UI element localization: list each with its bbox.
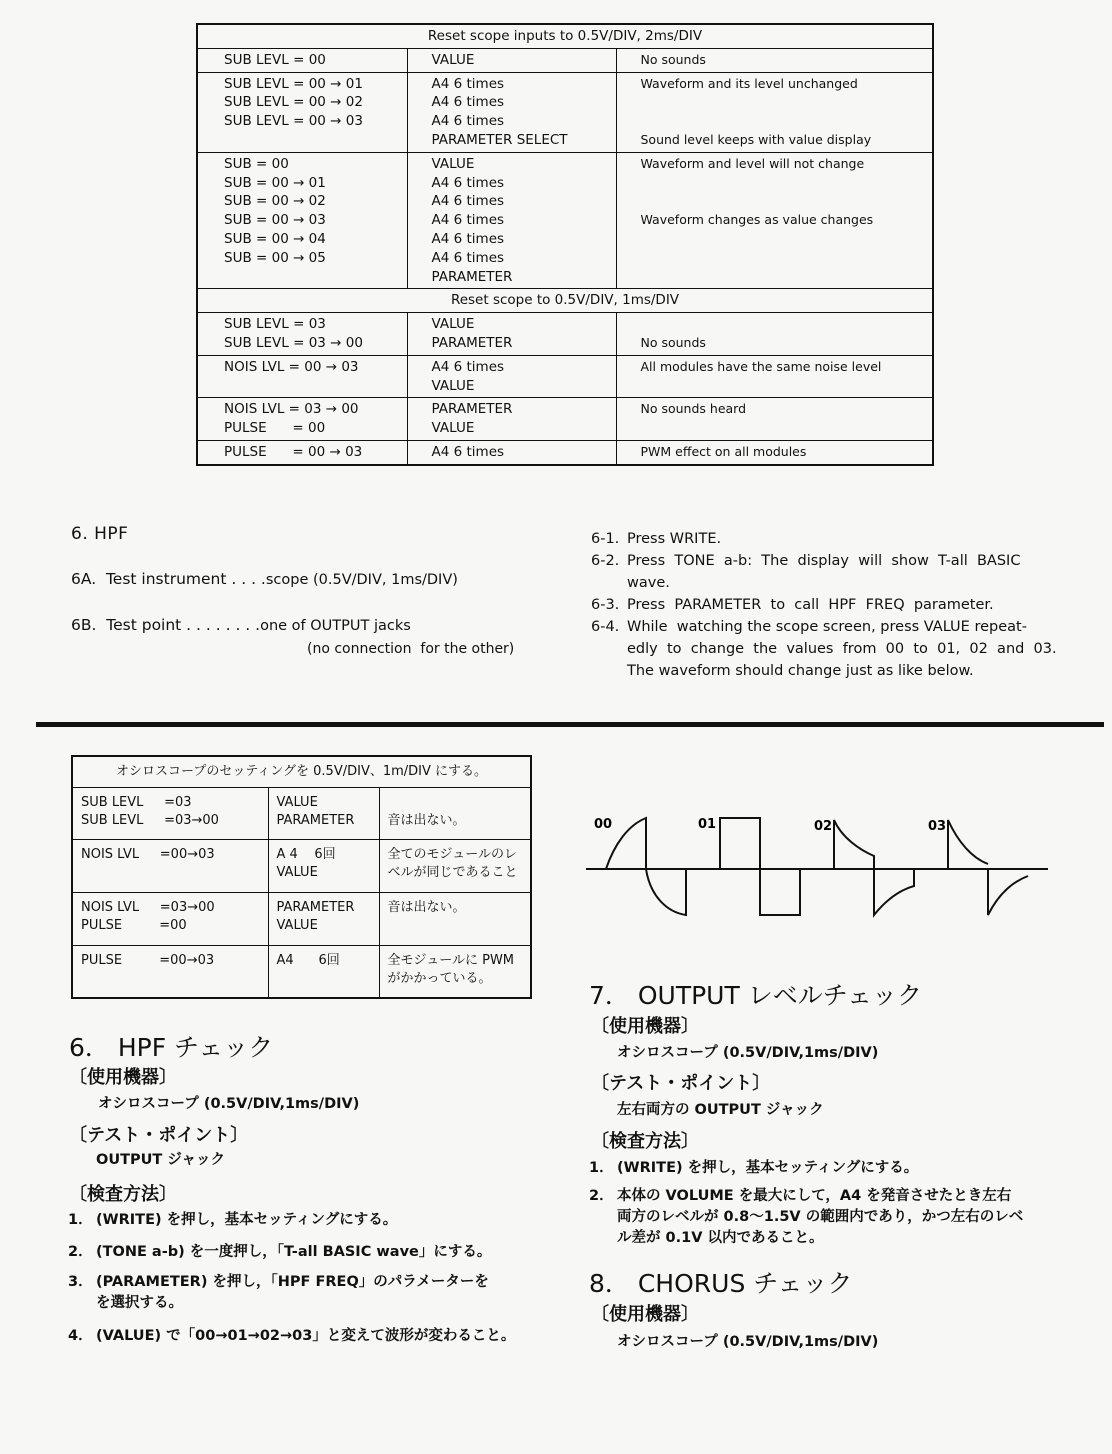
method-heading: 〔検査方法〕 (591, 1131, 699, 1152)
method-heading: 〔検査方法〕 (69, 1184, 177, 1205)
equipment-heading: 〔使用機器〕 (591, 1016, 699, 1037)
test-table-japanese (71, 755, 532, 999)
table-header: Reset scope to 0.5V/DIV, 1ms/DIV (197, 289, 933, 313)
test-point-label: 6B. Test point . . . . . . . . (71, 616, 261, 634)
table-row (197, 72, 933, 152)
table-row (197, 152, 933, 289)
table-row (72, 893, 531, 946)
cell-setting: PULSE = 00 → 03 (197, 440, 407, 464)
cell-result: 全モジュールに PWM がかかっている。 (379, 946, 531, 998)
cell-action: VALUE (407, 48, 616, 72)
step-item: 1． (WRITE) を押し，基本セッティングにする。 (589, 1160, 919, 1176)
step-item: 4． (VALUE) で「00→01→02→03」と変えて波形が変わること。 (68, 1328, 516, 1344)
cell-result: No sounds (616, 313, 933, 356)
cell-action: A 4 6回 VALUE (268, 840, 379, 893)
test-point-text: OUTPUT ジャック (96, 1152, 226, 1168)
table-row (197, 440, 933, 464)
test-point-note: (no connection for the other) (307, 641, 515, 657)
cell-setting: NOIS LVL =00→03 (72, 840, 268, 893)
waveform-label-01: 01 (698, 817, 717, 832)
equipment-text: オシロスコープ (0.5V/DIV,1ms/DIV) (617, 1334, 879, 1350)
test-point-value: one of OUTPUT jacks (260, 618, 411, 634)
cell-result: All modules have the same noise level (616, 355, 933, 398)
step-item: 6-2. Press TONE a-b: The display will show T-all BASIC wave. (591, 553, 1021, 591)
step-item: 2． 本体の VOLUME を最大にして，A4 を発音させたとき左右 両方のレベルが 0.8〜1.5V の範囲内であり，かつ左右のレベ ル差が 0.1V 以内であること。 (589, 1188, 1024, 1246)
table-row (72, 946, 531, 998)
cell-result: No sounds (616, 48, 933, 72)
test-point-heading: 〔テスト・ポイント〕 (69, 1125, 249, 1146)
step-item: 1． (WRITE) を押し，基本セッティングにする。 (68, 1212, 398, 1228)
waveform-00 (606, 818, 686, 915)
cell-action: A4 6 times VALUE (407, 355, 616, 398)
table-row (72, 788, 531, 840)
equipment-text: オシロスコープ (0.5V/DIV,1ms/DIV) (617, 1045, 879, 1061)
test-point-heading: 〔テスト・ポイント〕 (591, 1073, 771, 1094)
section-title-output-check: 7． OUTPUT レベルチェック (589, 981, 922, 1010)
waveform-label-02: 02 (814, 819, 833, 834)
step-item: 2． (TONE a-b) を一度押し，「T-all BASIC wave」にする。 (68, 1244, 492, 1260)
cell-result: 全てのモジュールのレ ベルが同じであること (379, 840, 531, 893)
section-title-chorus-check: 8． CHORUS チェック (589, 1269, 853, 1298)
waveform-02 (834, 820, 914, 915)
cell-result: 音は出ない。 (379, 788, 531, 840)
waveform-03 (948, 820, 1028, 915)
cell-action: VALUE PARAMETER (407, 313, 616, 356)
cell-setting: SUB = 00 SUB = 00 → 01 SUB = 00 → 02 SUB = 00 → 03 SUB = 00 → 04 SUB = 00 → 05 (197, 152, 407, 289)
cell-action: A4 6回 (268, 946, 379, 998)
cell-action: A4 6 times A4 6 times A4 6 times PARAMETER SELECT (407, 72, 616, 152)
hpf-steps-english (591, 528, 1061, 682)
table-header: オシロスコープのセッティングを 0.5V/DIV、1m/DIV にする。 (72, 756, 531, 788)
cell-setting: SUB LEVL = 03 SUB LEVL = 03 → 00 (197, 313, 407, 356)
test-point-row (71, 616, 411, 634)
cell-action: PARAMETER VALUE (407, 398, 616, 441)
cell-action: A4 6 times (407, 440, 616, 464)
table-row (197, 355, 933, 398)
equipment-heading: 〔使用機器〕 (69, 1067, 177, 1088)
step-item: 3． (PARAMETER) を押し，「HPF FREQ」のパラメーターを を選択する。 (68, 1274, 489, 1311)
cell-action: PARAMETER VALUE (268, 893, 379, 946)
cell-setting: SUB LEVL = 00 (197, 48, 407, 72)
waveform-01 (720, 818, 800, 915)
cell-action: VALUE A4 6 times A4 6 times A4 6 times A4 6 times A4 6 times PARAMETER (407, 152, 616, 289)
method-steps (589, 1156, 1069, 1249)
equipment-text: オシロスコープ (0.5V/DIV,1ms/DIV) (98, 1096, 360, 1112)
table-row (72, 840, 531, 893)
table-row (197, 398, 933, 441)
equipment-heading: 〔使用機器〕 (591, 1304, 699, 1325)
step-item: 6-1. Press WRITE. (591, 531, 722, 547)
test-instrument-value: scope (0.5V/DIV, 1ms/DIV) (265, 572, 458, 588)
cell-setting: PULSE =00→03 (72, 946, 268, 998)
section-title-hpf: 6. HPF (71, 524, 129, 544)
section-divider (36, 722, 1104, 727)
cell-result: Waveform and level will not change Waveform changes as value changes (616, 152, 933, 289)
table-header: Reset scope inputs to 0.5V/DIV, 2ms/DIV (197, 24, 933, 48)
cell-setting: SUB LEVL = 00 → 01 SUB LEVL = 00 → 02 SUB LEVL = 00 → 03 (197, 72, 407, 152)
step-item: 6-4. While watching the scope screen, press VALUE repeat- edly to change the values from 00 to 01, 02 and 03. The waveform should change just as like below. (591, 619, 1057, 679)
cell-result: 音は出ない。 (379, 893, 531, 946)
cell-setting: SUB LEVL =03 SUB LEVL =03→00 (72, 788, 268, 840)
cell-result: No sounds heard (616, 398, 933, 441)
cell-result: PWM effect on all modules (616, 440, 933, 464)
cell-setting: NOIS LVL = 00 → 03 (197, 355, 407, 398)
waveform-label-00: 00 (594, 817, 613, 832)
test-point-text: 左右両方の OUTPUT ジャック (617, 1102, 824, 1118)
step-item: 6-3. Press PARAMETER to call HPF FREQ parameter. (591, 597, 994, 613)
test-instrument-row (71, 570, 458, 588)
test-table-english (196, 23, 934, 466)
waveform-label-03: 03 (928, 819, 947, 834)
test-instrument-label: 6A. Test instrument . . . . (71, 570, 266, 588)
table-row (197, 313, 933, 356)
method-steps (68, 1208, 548, 1345)
section-title-hpf-check: 6． HPF チェック (69, 1033, 274, 1062)
table-row (197, 48, 933, 72)
hpf-waveform-diagram (580, 800, 1060, 930)
cell-setting: NOIS LVL =03→00 PULSE =00 (72, 893, 268, 946)
cell-result: Waveform and its level unchanged Sound level keeps with value display (616, 72, 933, 152)
cell-action: VALUE PARAMETER (268, 788, 379, 840)
cell-setting: NOIS LVL = 03 → 00 PULSE = 00 (197, 398, 407, 441)
